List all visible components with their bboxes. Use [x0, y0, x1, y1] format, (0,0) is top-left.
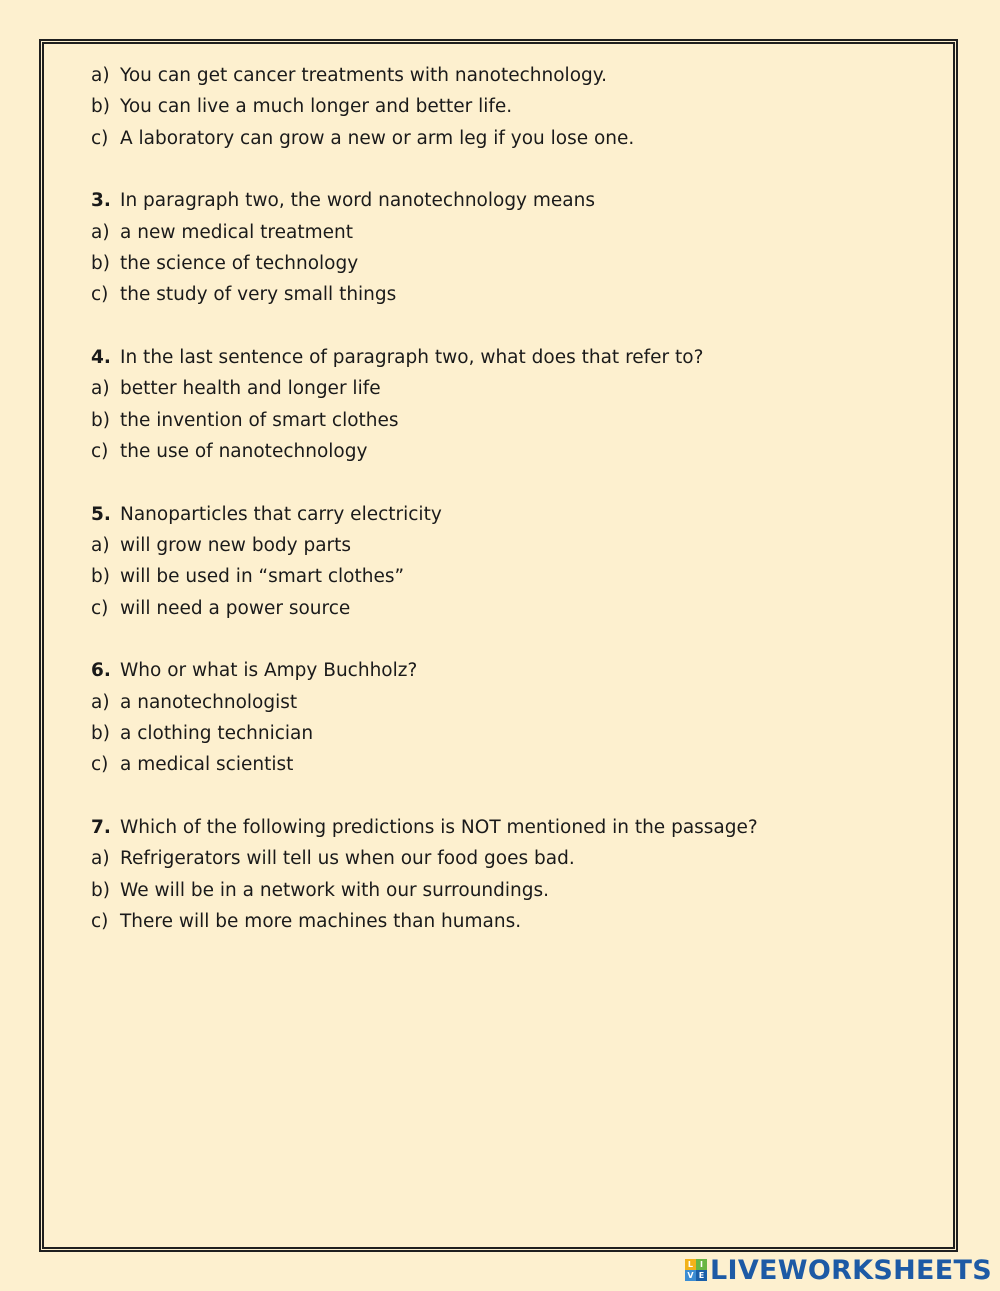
liveworksheets-logo-icon [685, 1259, 707, 1281]
option-text: A laboratory can grow a new or arm leg if you lose one. [120, 127, 635, 149]
option-label: b) [91, 566, 110, 588]
worksheet-content [91, 60, 911, 937]
option-label: a) [91, 65, 110, 86]
logo-letter: I [696, 1259, 707, 1270]
option-label: b) [91, 96, 110, 118]
brand-name: LIVEWORKSHEETS [709, 1254, 992, 1286]
option-label: c) [91, 597, 109, 619]
option-row[interactable] [91, 561, 911, 592]
option-label: b) [91, 723, 110, 745]
option-text: will be used in “smart clothes” [120, 566, 405, 588]
logo-letter: L [685, 1259, 696, 1270]
question-number: 6. [91, 660, 111, 682]
option-label: c) [91, 440, 109, 462]
option-row[interactable] [91, 279, 911, 310]
question-text: In paragraph two, the word nanotechnology means [120, 190, 595, 212]
worksheet-frame [39, 39, 958, 1252]
option-row[interactable] [91, 687, 911, 718]
option-text: will need a power source [120, 597, 351, 619]
option-text: a new medical treatment [120, 221, 353, 243]
option-row[interactable] [91, 875, 911, 906]
option-text: There will be more machines than humans. [120, 911, 522, 933]
option-row[interactable] [91, 91, 911, 122]
option-text: the invention of smart clothes [120, 409, 399, 431]
option-row[interactable] [91, 718, 911, 749]
option-row[interactable] [91, 906, 911, 937]
option-text: Refrigerators will tell us when our food goes bad. [120, 848, 575, 870]
option-label: b) [91, 409, 110, 431]
option-row[interactable] [91, 749, 911, 780]
liveworksheets-brand[interactable] [685, 1253, 992, 1287]
option-label: c) [91, 127, 109, 149]
option-label: c) [91, 284, 109, 306]
option-text: You can live a much longer and better life. [120, 96, 513, 118]
option-label: a) [91, 378, 110, 400]
option-text: You can get cancer treatments with nanotechnology. [120, 65, 607, 86]
option-row[interactable] [91, 60, 911, 91]
logo-letter: E [696, 1270, 707, 1281]
question-prompt [91, 655, 911, 686]
question-text: In the last sentence of paragraph two, what does that refer to? [120, 347, 704, 369]
option-row[interactable] [91, 530, 911, 561]
option-text: We will be in a network with our surroundings. [120, 879, 550, 901]
question-prompt [91, 185, 911, 216]
option-row[interactable] [91, 843, 911, 874]
option-row[interactable] [91, 593, 911, 624]
option-label: c) [91, 911, 109, 933]
question-number: 4. [91, 347, 111, 369]
option-label: a) [91, 848, 110, 870]
option-label: a) [91, 691, 110, 713]
question-prompt [91, 499, 911, 530]
question-number: 5. [91, 503, 111, 525]
option-row[interactable] [91, 248, 911, 279]
question-number: 7. [91, 817, 111, 839]
option-text: a clothing technician [120, 723, 314, 745]
option-text: the science of technology [120, 252, 359, 274]
question-prompt [91, 812, 911, 843]
option-row[interactable] [91, 217, 911, 248]
question-text: Who or what is Ampy Buchholz? [120, 660, 418, 682]
option-label: b) [91, 252, 110, 274]
option-label: c) [91, 754, 109, 776]
question-number: 3. [91, 190, 111, 212]
option-row[interactable] [91, 405, 911, 436]
option-text: better health and longer life [120, 378, 381, 400]
option-label: a) [91, 221, 110, 243]
option-label: a) [91, 535, 110, 557]
option-row[interactable] [91, 123, 911, 154]
option-text: a nanotechnologist [120, 691, 298, 713]
question-text: Nanoparticles that carry electricity [120, 503, 442, 525]
option-text: the study of very small things [120, 284, 397, 306]
question-prompt [91, 342, 911, 373]
option-text: the use of nanotechnology [120, 440, 368, 462]
question-text: Which of the following predictions is NOT mentioned in the passage? [120, 817, 758, 839]
option-row[interactable] [91, 436, 911, 467]
option-text: will grow new body parts [120, 535, 352, 557]
option-text: a medical scientist [120, 754, 294, 776]
option-label: b) [91, 879, 110, 901]
logo-letter: V [685, 1270, 696, 1281]
option-row[interactable] [91, 373, 911, 404]
